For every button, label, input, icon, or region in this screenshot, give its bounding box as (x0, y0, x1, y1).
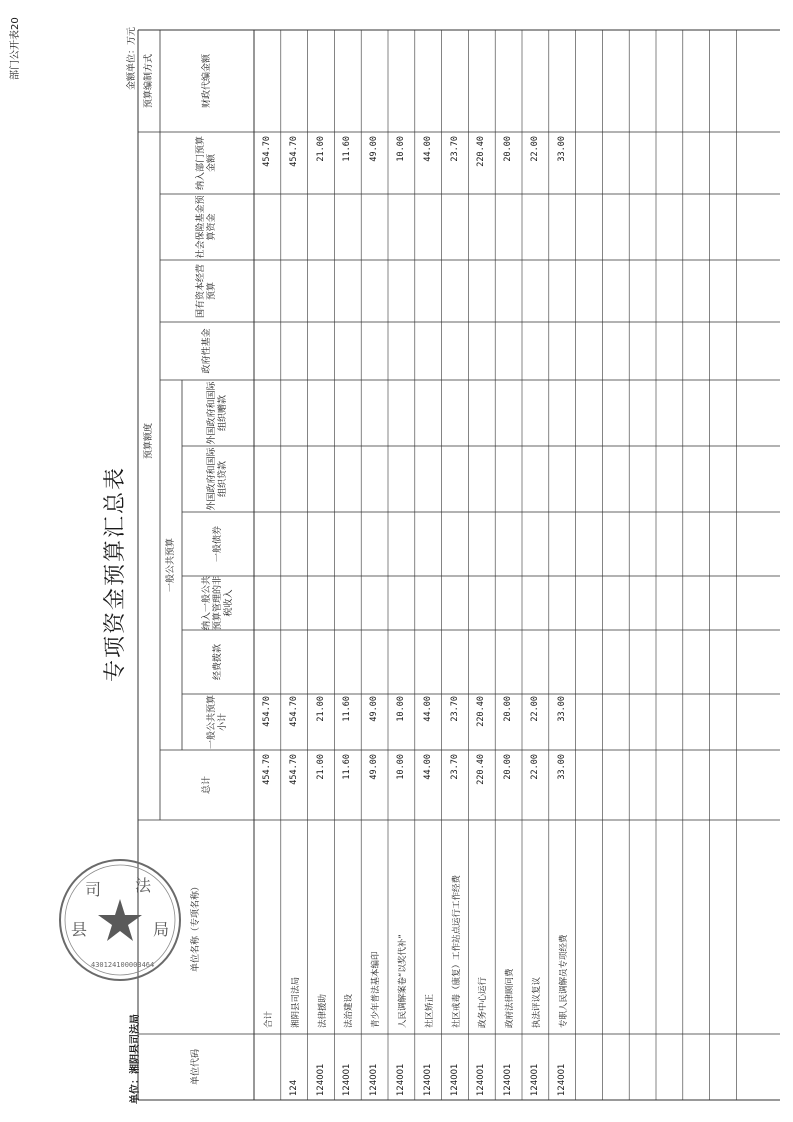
row-total: 10.00 (396, 754, 406, 780)
row-name: 政务中心运行 (478, 976, 489, 1028)
header-general-budget: 一般公共预算 (165, 538, 176, 593)
header-dept-budget: 纳入部门预算金额 (196, 136, 217, 191)
row-total: 11.60 (342, 754, 353, 780)
row-total: 20.00 (503, 754, 514, 780)
row-name: 政府法律顾问费 (505, 968, 516, 1028)
header-gov-fund: 政府性基金 (201, 328, 212, 374)
row-name: 合计 (264, 1010, 274, 1028)
row-dept-budget: 220.40 (476, 136, 487, 167)
header-nontax-income: 纳入一般公共预算管理的非税收入 (201, 575, 234, 630)
row-general-subtotal: 44.00 (422, 696, 433, 722)
row-code: 124001 (530, 1063, 540, 1096)
row-code: 124001 (503, 1063, 514, 1096)
row-dept-budget: 21.00 (315, 136, 326, 162)
row-dept-budget: 454.70 (288, 136, 299, 167)
row-dept-budget: 33.00 (556, 136, 567, 162)
table-number: 部门公开表20 (10, 17, 21, 80)
svg-text:局: 局 (153, 920, 170, 939)
row-total: 454.70 (288, 754, 299, 785)
row-general-subtotal: 454.70 (262, 696, 272, 727)
header-foreign-loan: 外国政府和国际组织贷款 (207, 447, 228, 511)
row-code: 124001 (476, 1063, 487, 1096)
header-funding: 经费拨款 (212, 644, 223, 681)
header-total: 总计 (201, 776, 212, 795)
row-dept-budget: 11.60 (342, 136, 353, 162)
row-name: 执法评议复议 (532, 976, 542, 1028)
row-name: 湘阴县司法局 (290, 976, 301, 1028)
row-code: 124 (288, 1079, 299, 1096)
row-dept-budget: 22.00 (530, 136, 540, 162)
row-dept-budget: 454.70 (262, 136, 272, 167)
row-general-subtotal: 21.00 (315, 696, 326, 722)
row-total: 49.00 (369, 754, 380, 780)
row-total: 44.00 (422, 754, 433, 780)
header-state-capital: 国有资本经营预算 (196, 264, 217, 319)
header-fiscal-agent: 财政代编金额 (201, 54, 212, 109)
svg-text:法: 法 (135, 876, 152, 895)
row-total: 23.70 (449, 754, 460, 780)
row-total: 220.40 (476, 754, 487, 785)
row-name: 专职人民调解员专项经费 (558, 934, 569, 1028)
row-general-subtotal: 10.00 (396, 696, 406, 722)
row-name: 社区戒毒（康复）工作站点运行工作经费 (451, 874, 462, 1028)
header-social-insurance: 社会保险基金预算资金 (196, 195, 217, 259)
row-general-subtotal: 23.70 (449, 696, 460, 722)
row-code: 124001 (396, 1063, 406, 1096)
row-code: 124001 (449, 1063, 460, 1096)
row-general-subtotal: 220.40 (476, 696, 487, 727)
row-dept-budget: 10.00 (396, 136, 406, 162)
header-general-subtotal: 一般公共预算小计 (207, 695, 228, 750)
row-name: 法治建设 (344, 993, 355, 1028)
row-code: 124001 (369, 1063, 380, 1096)
row-dept-budget: 23.70 (449, 136, 460, 162)
row-dept-budget: 49.00 (369, 136, 380, 162)
header-unit-code: 单位代码 (190, 1049, 201, 1086)
row-name: 青少年普法基本编印 (371, 951, 382, 1028)
row-total: 33.00 (556, 754, 567, 780)
page-title: 专项资金预算汇总表 (103, 465, 128, 682)
header-budget-method: 预算编制方式 (143, 54, 154, 109)
svg-text:430124100003464: 430124100003464 (91, 961, 155, 969)
svg-text:县: 县 (71, 920, 88, 939)
row-general-subtotal: 49.00 (369, 696, 380, 722)
svg-text:司: 司 (85, 880, 102, 899)
row-name: 法律援助 (317, 993, 328, 1028)
row-name: 人民调解案卷“以奖代补” (398, 934, 408, 1028)
row-code: 124001 (422, 1063, 433, 1096)
row-code: 124001 (342, 1063, 353, 1096)
row-total: 22.00 (530, 754, 540, 780)
header-unit-name: 单位名称（专项名称） (190, 882, 201, 973)
header-budget-amount: 预算额度 (143, 423, 154, 460)
header-foreign-grant: 外国政府和国际组织赠款 (207, 381, 228, 445)
row-general-subtotal: 20.00 (503, 696, 514, 722)
row-general-subtotal: 454.70 (288, 696, 299, 727)
unit-label: 金额单位：万元 (127, 26, 137, 90)
row-dept-budget: 20.00 (503, 136, 514, 162)
row-general-subtotal: 33.00 (556, 696, 567, 722)
row-name: 社区矫正 (424, 993, 435, 1028)
org-label: 单位：湘阴县司法局 (130, 1014, 141, 1104)
official-seal (55, 855, 185, 985)
row-general-subtotal: 11.60 (342, 696, 353, 722)
row-code: 124001 (315, 1063, 326, 1096)
row-general-subtotal: 22.00 (530, 696, 540, 722)
header-general-bond: 一般债券 (212, 526, 223, 563)
row-total: 21.00 (315, 754, 326, 780)
row-code: 124001 (556, 1063, 567, 1096)
row-total: 454.70 (262, 754, 272, 785)
row-dept-budget: 44.00 (422, 136, 433, 162)
